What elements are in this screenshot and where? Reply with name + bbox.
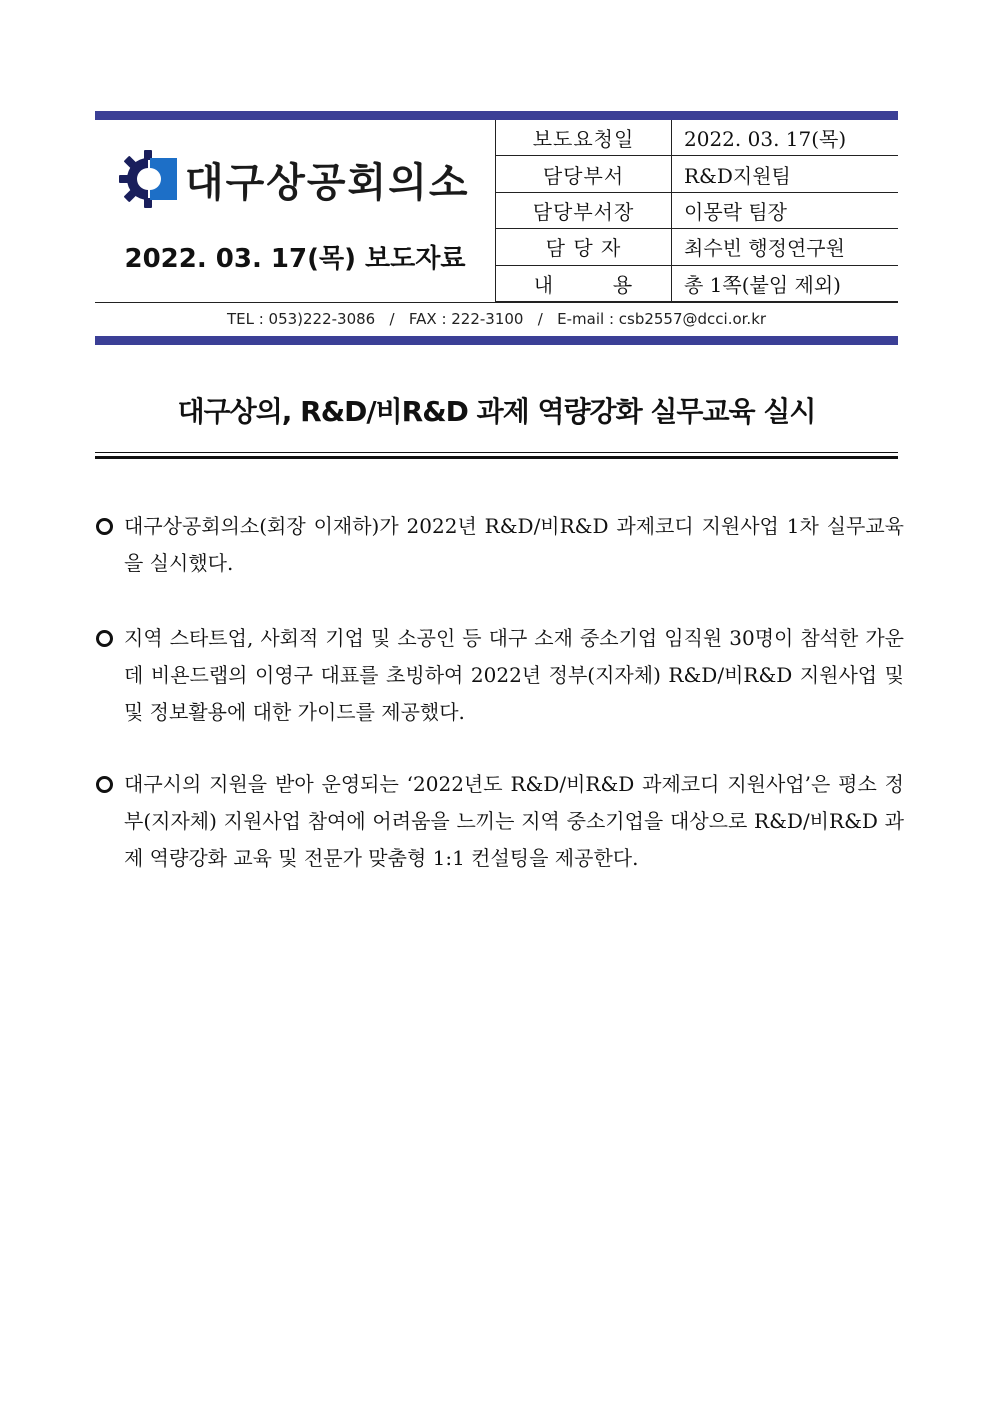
info-value: R&D지원팀 bbox=[672, 156, 899, 192]
paragraph-text: 대구시의 지원을 받아 운영되는 ‘2022년도 R&D/비R&D 과제코디 지원사업’은 평소 정부(지자체) 지원사업 참여에 어려움을 느끼는 지역 중소기업을 대상으로 R&D/비R&D 과제 역량강화 교육 및 전문가 맞춤형 1:1 컨설팅을 제공한다. bbox=[124, 772, 904, 870]
paragraph bbox=[92, 766, 904, 877]
title-rule-thick bbox=[95, 456, 898, 459]
paragraph-text: 지역 스타트업, 사회적 기업 및 소공인 등 대구 소재 중소기업 임직원 30명이 참석한 가운데 비욘드랩의 이영구 대표를 초빙하여 2022년 정부(지자체) R&D/비R&D 지원사업 및 및 정보활용에 대한 가이드를 제공했다. bbox=[124, 626, 904, 724]
info-value: 2022. 03. 17(목) bbox=[672, 120, 899, 156]
info-value: 이몽락 팀장 bbox=[672, 192, 899, 228]
info-row bbox=[496, 156, 899, 192]
paragraph bbox=[92, 620, 904, 731]
header-bottom-bar bbox=[95, 336, 898, 345]
info-row bbox=[496, 120, 899, 156]
logo bbox=[117, 148, 469, 210]
press-release-header bbox=[95, 120, 898, 336]
info-label: 내 용 bbox=[496, 265, 672, 301]
release-date: 2022. 03. 17(목) 보도자료 bbox=[124, 244, 466, 274]
paragraph-text: 대구상공회의소(회장 이재하)가 2022년 R&D/비R&D 과제코디 지원사업 1차 실무교육을 실시했다. bbox=[124, 514, 904, 575]
circle-bullet-icon bbox=[92, 620, 116, 657]
info-row bbox=[496, 192, 899, 228]
header-top-bar bbox=[95, 111, 898, 120]
info-label: 담 당 자 bbox=[496, 229, 672, 265]
info-row bbox=[496, 229, 899, 265]
info-value: 최수빈 행정연구원 bbox=[672, 229, 899, 265]
circle-bullet-icon bbox=[92, 766, 116, 803]
headline: 대구상의, R&D/비R&D 과제 역량강화 실무교육 실시 bbox=[177, 395, 816, 428]
info-row bbox=[496, 265, 899, 301]
info-label: 담당부서 bbox=[496, 156, 672, 192]
info-value: 총 1쪽(붙임 제외) bbox=[672, 265, 899, 301]
info-label: 보도요청일 bbox=[496, 120, 672, 156]
title-rule bbox=[95, 452, 898, 453]
circle-bullet-icon bbox=[92, 508, 116, 545]
logo-area bbox=[95, 120, 495, 302]
organization-name: 대구상공회의소 bbox=[185, 159, 470, 206]
gear-logo-icon bbox=[117, 148, 179, 210]
contact-line: TEL : 053)222-3086 / FAX : 222-3100 / E-mail : csb2557@dcci.or.kr bbox=[226, 310, 767, 328]
paragraph bbox=[92, 508, 904, 582]
info-label: 담당부서장 bbox=[496, 192, 672, 228]
info-table bbox=[495, 120, 898, 302]
